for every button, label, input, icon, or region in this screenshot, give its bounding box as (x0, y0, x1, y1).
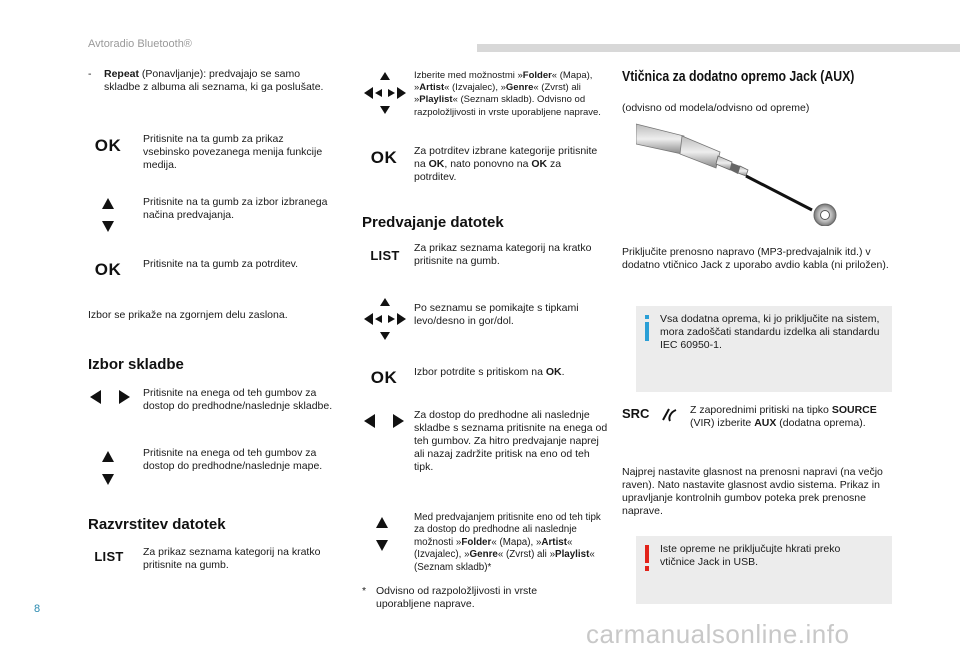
footnote-text: Odvisno od razpoložljivosti in vrste uporabljene naprave. (376, 585, 538, 610)
category-select-paragraph: Izberite med možnostmi »Folder« (Mapa), »Artist« (Izvajalec), »Genre« (Zvrst) ali »Playlist« (Seznam skladb). Odvisno od razpoložljivosti in vrste uporabljene naprave. (414, 70, 601, 118)
list-scroll-text: Po seznamu se pomikajte s tipkami levo/desno in gor/dol. (414, 302, 579, 327)
repeat-dash: - (88, 68, 92, 80)
repeat-term: Repeat (104, 68, 140, 80)
warning-note-box (636, 536, 892, 604)
display-info-line: Izbor se prikaže na zgornjem delu zaslona. (88, 309, 288, 321)
heading-file-playback: Predvajanje datotek (362, 214, 504, 231)
heading-aux-socket: Vtičnica za dodatno opremo Jack (AUX) (622, 68, 855, 85)
folder-nav-text: Pritisnite na enega od teh gumbov za dostop do predhodne/naslednje mape. (143, 447, 323, 472)
page-number: 8 (34, 603, 41, 615)
jack-plug-illustration (636, 122, 842, 226)
warning-note-text: Iste opreme ne priključujte hkrati preko vtičnice Jack in USB. (660, 543, 841, 568)
confirm-text: Pritisnite na ta gumb za potrditev. (143, 258, 299, 270)
running-header-title: Avtoradio Bluetooth® (88, 38, 192, 50)
up-down-arrows-icon (96, 449, 120, 487)
heading-file-sorting: Razvrstitev datotek (88, 516, 226, 533)
info-note-text: Vsa dodatna oprema, ki jo priključite na sistem, mora zadoščati standardu izdelka ali standardu IEC 60950-1. (660, 313, 880, 351)
src-label: SRC (622, 406, 650, 421)
list-button-icon: LIST (94, 548, 124, 564)
list-button-icon: LIST (370, 247, 400, 263)
confirm-category-paragraph: Za potrditev izbrane kategorije pritisnite na OK, nato ponovno na OK za potrditev. (414, 145, 598, 183)
track-skip-text: Za dostop do predhodne ali naslednje skladbe s seznama pritisnite na enega od teh gumbov. Za hitro predvajanje naprej ali nazaj zadržite pritisk na eno od teh tipk. (414, 409, 608, 473)
volume-text: Najprej nastavite glasnost na prenosni napravi (na večjo raven). Nato nastavite glasnost avdio sistema. Prikaz in upravljanje kontrolnih gumbov poteka prek prenosne naprave. (622, 466, 883, 517)
left-right-arrows-icon (362, 412, 406, 430)
dpad-arrows-icon (362, 296, 408, 342)
ok-button-icon: OK (370, 368, 398, 387)
watermark: carmanualsonline.info (586, 619, 850, 649)
footnote-marker: * (362, 585, 367, 597)
up-down-arrows-icon (370, 515, 394, 553)
ok-button-icon: OK (94, 260, 122, 279)
connect-text: Priključite prenosno napravo (MP3-predvajalnik itd.) v dodatno vtičnico Jack z uporabo avdio kabla (ni priložen). (622, 246, 889, 271)
src-phone-icon (622, 405, 680, 425)
list-text: Za prikaz seznama kategorij na kratko pritisnite na gumb. (143, 546, 321, 571)
up-down-arrows-icon (96, 196, 120, 234)
header-bar (477, 44, 960, 52)
track-nav-text: Pritisnite na enega od teh gumbov za dostop do predhodne/naslednje skladbe. (143, 387, 333, 412)
aux-subtitle: (odvisno od modela/odvisno od opreme) (622, 102, 810, 114)
dpad-arrows-icon (362, 70, 408, 116)
ok-menu-text: Pritisnite na ta gumb za prikaz vsebinsko povezanega menija funkcije medija. (143, 133, 323, 171)
confirm-selection-paragraph: Izbor potrdite s pritiskom na OK. (414, 366, 565, 378)
list-text: Za prikaz seznama kategorij na kratko pritisnite na gumb. (414, 242, 592, 267)
repeat-description: (Ponavljanje): predvajajo se samo skladbe z albuma ali seznama, ki ga poslušate. (104, 68, 324, 93)
source-paragraph: Z zaporednimi pritiski na tipko SOURCE (VIR) izberite AUX (dodatna oprema). (690, 404, 877, 429)
ok-button-icon: OK (370, 148, 398, 167)
category-skip-paragraph: Med predvajanjem pritisnite eno od teh tipk za dostop do predhodne ali naslednje možnosti »Folder« (Mapa), »Artist« (Izvajalec), »Genre« (Zvrst) ali »Playlist« (Seznam skladb)* (414, 512, 601, 573)
heading-track-selection: Izbor skladbe (88, 356, 184, 373)
repeat-paragraph (104, 68, 336, 94)
ok-button-icon: OK (94, 136, 122, 155)
info-note-box (636, 306, 892, 392)
warning-icon (645, 545, 649, 571)
info-icon (645, 315, 649, 341)
left-right-arrows-icon (88, 388, 132, 406)
play-mode-text: Pritisnite na ta gumb za izbor izbranega načina predvajanja. (143, 196, 328, 221)
